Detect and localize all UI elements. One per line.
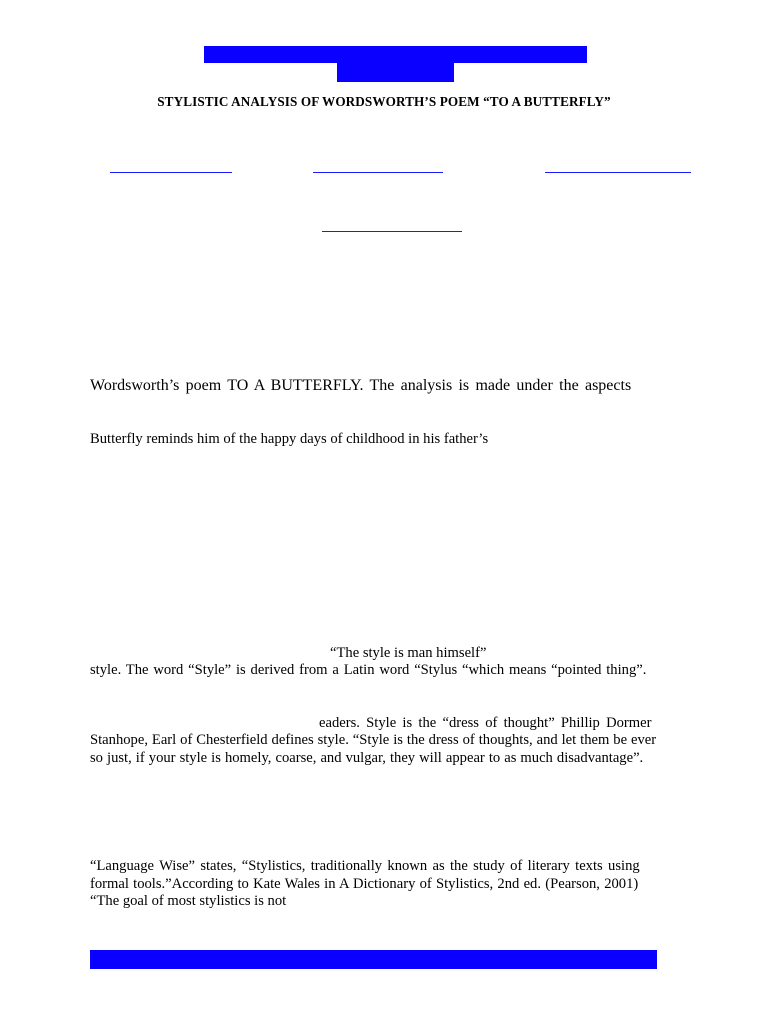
paragraph-5-line-2: formal tools.”According to Kate Wales in A Dictionary of Stylistics, 2nd ed. (Pearson, 2001) — [90, 876, 639, 892]
top-redaction-bar-small — [337, 63, 454, 82]
paragraph-2: Butterfly reminds him of the happy days of childhood in his father’s — [90, 431, 489, 447]
paragraph-1-text: Wordsworth’s poem TO A BUTTERFLY. The analysis is made under the aspects — [90, 377, 632, 394]
author-underline-3 — [545, 172, 691, 173]
paragraph-3-line-1: style. The word “Style” is derived from a Latin word “Stylus “which means “pointed thing”. — [90, 662, 647, 678]
author-underline-1 — [110, 172, 232, 173]
author-underline-4 — [322, 231, 462, 232]
paragraph-4-line-1: eaders. Style is the “dress of thought” Phillip Dormer — [319, 715, 652, 731]
top-redaction-bar — [204, 46, 587, 63]
author-underline-2 — [313, 172, 443, 173]
bottom-redaction-bar — [90, 950, 657, 969]
paragraph-5-line-1: “Language Wise” states, “Stylistics, traditionally known as the study of literary texts using — [90, 858, 640, 874]
document-title: STYLISTIC ANALYSIS OF WORDSWORTH’S POEM “TO A BUTTERFLY” — [157, 94, 611, 109]
paragraph-4-line-3: so just, if your style is homely, coarse, and vulgar, they will appear to as much disadvantage”. — [90, 750, 644, 766]
paragraph-5-line-3: “The goal of most stylistics is not — [90, 893, 287, 909]
paragraph-4-line-2: Stanhope, Earl of Chesterfield defines style. “Style is the dress of thoughts, and let them be ever — [90, 732, 657, 748]
quote-style-is-man-himself: “The style is man himself” — [330, 645, 487, 661]
paragraph-1 — [90, 377, 632, 394]
